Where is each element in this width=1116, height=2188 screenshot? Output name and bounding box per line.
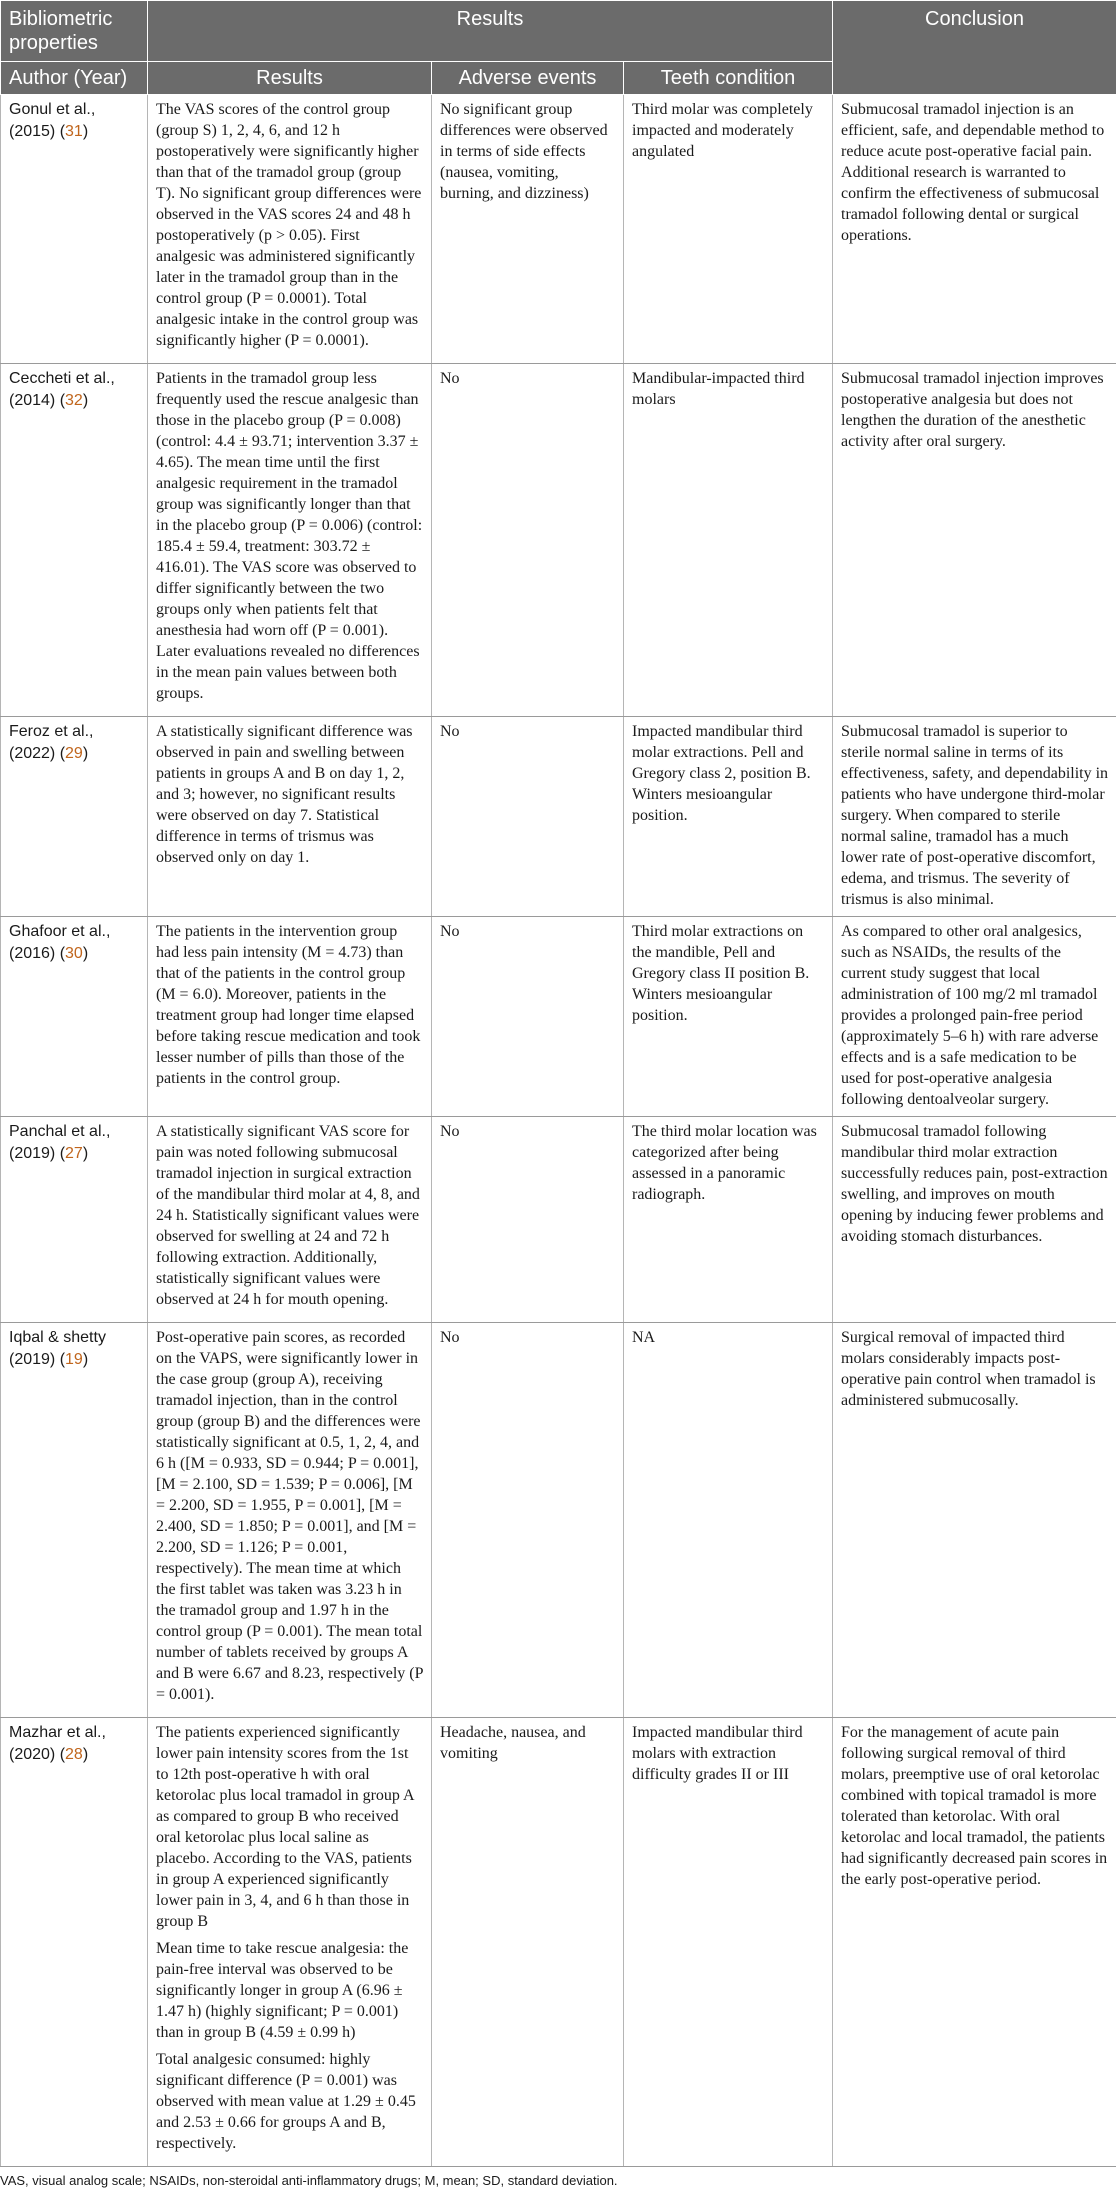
results-cell (148, 1323, 432, 1718)
header-adverse-events: Adverse events (432, 62, 624, 95)
header-author-year: Author (Year) (1, 62, 148, 95)
results-cell (148, 1117, 432, 1323)
conclusion-cell: As compared to other oral analgesics, such as NSAIDs, the results of the current study suggest that local administration of 100 mg/2 ml tramadol provides a prolonged pain-free period (approximately 5–6 h) with rare adverse effects and is a safe medication to be used for post-operative analgesia following dentoalveolar surgery. (833, 917, 1116, 1117)
adverse-events-cell: No significant group differences were observed in terms of side effects (nausea, vomiting, burning, and dizziness) (432, 95, 624, 364)
author-cell: Mazhar et al., (2020) (28) (1, 1718, 148, 2167)
table-row (1, 717, 1116, 917)
teeth-condition-cell: NA (624, 1323, 833, 1718)
teeth-condition-cell: The third molar location was categorized after being assessed in a panoramic radiograph. (624, 1117, 833, 1323)
author-cell: Feroz et al., (2022) (29) (1, 717, 148, 917)
results-cell (148, 917, 432, 1117)
table-row (1, 1718, 1116, 2167)
author-name: Iqbal & shetty (2019) (9, 1329, 106, 1368)
header-results: Results (148, 62, 432, 95)
conclusion-cell: For the management of acute pain following surgical removal of third molars, preemptive use of oral ketorolac combined with topical tramadol is more tolerated than ketorolac. With oral ketorolac and local tramadol, the patients had significantly decreased pain scores in the early post-operative period. (833, 1718, 1116, 2167)
adverse-events-cell: No (432, 917, 624, 1117)
table-row (1, 364, 1116, 717)
results-paragraph: Patients in the tramadol group less frequently used the rescue analgesic than those in the placebo group (P = 0.008) (control: 4.4 ± 93.71; intervention 3.37 ± 4.65). The mean time until the first analgesic requirement in the tramadol group was significantly longer than that in the placebo group (P = 0.006) (control: 185.4 ± 59.4, treatment: 303.72 ± 416.01). The VAS score was observed to differ significantly between the two groups only when patients felt that anesthesia had worn off (P = 0.001). Later evaluations revealed no differences in the mean pain values between both groups. (156, 368, 423, 704)
table-row (1, 1117, 1116, 1323)
table-body (1, 95, 1116, 2167)
table-footnote: VAS, visual analog scale; NSAIDs, non-steroidal anti-inflammatory drugs; M, mean; SD, standard deviation. (0, 2167, 1116, 2188)
table-header (1, 1, 1116, 95)
conclusion-cell: Submucosal tramadol following mandibular third molar extraction successfully reduces pain, post-extraction swelling, and improves on mouth opening by inducing fewer problems and avoiding stomach disturbances. (833, 1117, 1116, 1323)
reference-link[interactable]: 29 (65, 745, 83, 762)
teeth-condition-cell: Third molar extractions on the mandible, Pell and Gregory class II position B. Winters mesioangular position. (624, 917, 833, 1117)
header-teeth-condition: Teeth condition (624, 62, 833, 95)
adverse-events-cell: No (432, 1323, 624, 1718)
results-paragraph: Total analgesic consumed: highly significant difference (P = 0.001) was observed with mean value at 1.29 ± 0.45 and 2.53 ± 0.66 for groups A and B, respectively. (156, 2049, 423, 2154)
author-cell: Iqbal & shetty (2019) (19) (1, 1323, 148, 1718)
adverse-events-cell: No (432, 717, 624, 917)
conclusion-cell: Submucosal tramadol injection improves postoperative analgesia but does not lengthen the duration of the anesthetic activity after oral surgery. (833, 364, 1116, 717)
teeth-condition-cell: Third molar was completely impacted and moderately angulated (624, 95, 833, 364)
results-paragraph: The patients experienced significantly lower pain intensity scores from the 1st to 12th post-operative h with oral ketorolac plus local tramadol in group A as compared to group B who received oral ketorolac plus local saline as placebo. According to the VAS, patients in group A experienced significantly lower pain in 3, 4, and 6 h than those in group B (156, 1722, 423, 1932)
reference-link[interactable]: 28 (65, 1746, 83, 1763)
header-conclusion: Conclusion (833, 1, 1116, 95)
author-cell: Ghafoor et al., (2016) (30) (1, 917, 148, 1117)
author-cell: Panchal et al., (2019) (27) (1, 1117, 148, 1323)
table-row (1, 917, 1116, 1117)
header-bibliometric: Bibliometric properties (1, 1, 148, 62)
adverse-events-cell: Headache, nausea, and vomiting (432, 1718, 624, 2167)
author-name: Ceccheti et al., (2014) (9, 370, 115, 409)
teeth-condition-cell: Impacted mandibular third molar extractions. Pell and Gregory class 2, position B. Winters mesioangular position. (624, 717, 833, 917)
results-cell (148, 364, 432, 717)
adverse-events-cell: No (432, 1117, 624, 1323)
author-cell: Gonul et al., (2015) (31) (1, 95, 148, 364)
teeth-condition-cell: Impacted mandibular third molars with extraction difficulty grades II or III (624, 1718, 833, 2167)
author-name: Feroz et al., (2022) (9, 723, 93, 762)
author-name: Ghafoor et al., (2016) (9, 923, 110, 962)
reference-link[interactable]: 31 (65, 123, 83, 140)
reference-link[interactable]: 27 (65, 1145, 83, 1162)
header-results-group: Results (148, 1, 833, 62)
conclusion-cell: Submucosal tramadol is superior to sterile normal saline in terms of its effectiveness, safety, and dependability in patients who have undergone third-molar surgery. When compared to sterile normal saline, tramadol has a much lower rate of post-operative discomfort, edema, and trismus. The severity of trismus is also minimal. (833, 717, 1116, 917)
author-name: Gonul et al., (2015) (9, 101, 95, 140)
results-paragraph: Mean time to take rescue analgesia: the pain-free interval was observed to be significantly longer in group A (6.96 ± 1.47 h) (highly significant; P = 0.001) than in group B (4.59 ± 0.99 h) (156, 1938, 423, 2043)
results-paragraph: Post-operative pain scores, as recorded on the VAPS, were significantly lower in the case group (group A), receiving tramadol injection, than in the control group (group B) and the differences were statistically significant at 0.5, 1, 2, 4, and 6 h ([M = 0.933, SD = 0.944; P = 0.001], [M = 2.100, SD = 1.539; P = 0.006], [M = 2.200, SD = 1.955, P = 0.001], [M = 2.400, SD = 1.850; P = 0.001], and [M = 2.200, SD = 1.126; P = 0.001, respectively). The mean time at which the first tablet was taken was 3.23 h in the tramadol group and 1.97 h in the control group (P = 0.001). The mean total number of tablets received by groups A and B were 6.67 and 8.23, respectively (P = 0.001). (156, 1327, 423, 1705)
table-row (1, 1323, 1116, 1718)
author-name: Mazhar et al., (2020) (9, 1724, 106, 1763)
reference-link[interactable]: 30 (65, 945, 83, 962)
results-cell (148, 717, 432, 917)
conclusion-cell: Surgical removal of impacted third molars considerably impacts post-operative pain control when tramadol is administered submucosally. (833, 1323, 1116, 1718)
results-paragraph: The patients in the intervention group had less pain intensity (M = 4.73) than that of the patients in the control group (M = 6.0). Moreover, patients in the treatment group had longer time elapsed before taking rescue medication and took lesser number of pills than those of the patients in the control group. (156, 921, 423, 1089)
table-row (1, 95, 1116, 364)
author-name: Panchal et al., (2019) (9, 1123, 110, 1162)
adverse-events-cell: No (432, 364, 624, 717)
results-cell (148, 95, 432, 364)
reference-link[interactable]: 19 (65, 1351, 83, 1368)
reference-link[interactable]: 32 (65, 392, 83, 409)
results-paragraph: The VAS scores of the control group (group S) 1, 2, 4, 6, and 12 h postoperatively were significantly higher than that of the tramadol group (group T). No significant group differences were observed in the VAS scores 24 and 48 h postoperatively (p > 0.05). First analgesic was administered significantly later in the tramadol group than in the control group (P = 0.0001). Total analgesic intake in the control group was significantly higher (P = 0.0001). (156, 99, 423, 351)
results-paragraph: A statistically significant VAS score for pain was noted following submucosal tramadol injection in surgical extraction of the mandibular third molar at 4, 8, and 24 h. Statistically significant values were observed for swelling at 24 and 72 h following extraction. Additionally, statistically significant values were observed at 24 h for mouth opening. (156, 1121, 423, 1310)
conclusion-cell: Submucosal tramadol injection is an efficient, safe, and dependable method to reduce acute post-operative facial pain. Additional research is warranted to confirm the effectiveness of submucosal tramadol following dental or surgical operations. (833, 95, 1116, 364)
results-paragraph: A statistically significant difference was observed in pain and swelling between patients in groups A and B on day 1, 2, and 3; however, no significant results were observed on day 7. Statistical difference in terms of trismus was observed only on day 1. (156, 721, 423, 868)
author-cell: Ceccheti et al., (2014) (32) (1, 364, 148, 717)
results-cell (148, 1718, 432, 2167)
teeth-condition-cell: Mandibular-impacted third molars (624, 364, 833, 717)
